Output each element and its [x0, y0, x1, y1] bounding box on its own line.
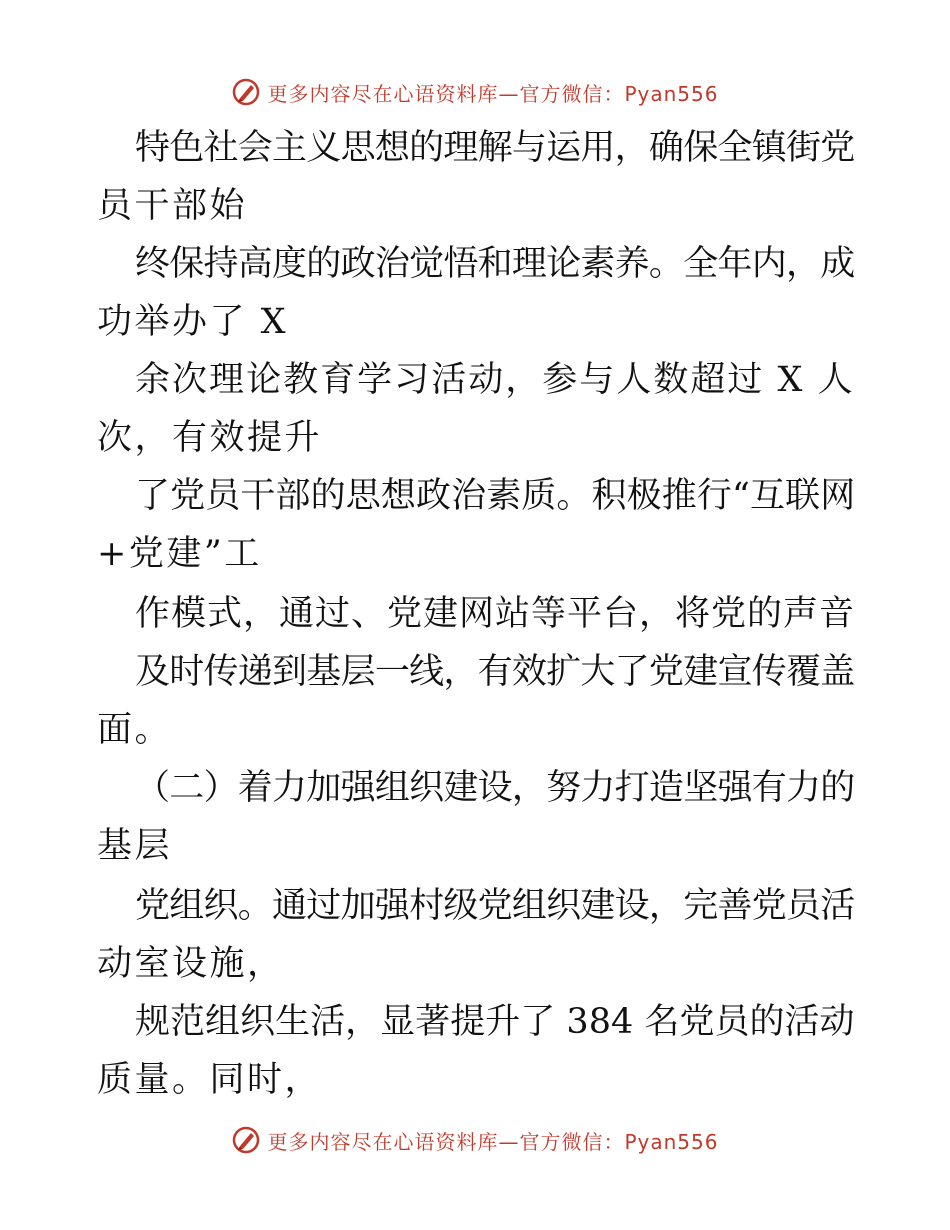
pen-logo-icon — [231, 77, 261, 107]
text-line: 功举办了 X — [97, 302, 289, 342]
text-line: 及时传递到基层一线，有效扩大了党建宣传覆盖 — [135, 652, 855, 692]
text-line: 员干部始 — [97, 186, 248, 226]
pen-logo-icon — [231, 1125, 261, 1155]
text-line: 动室设施， — [97, 944, 285, 984]
text-line: 特色社会主义思想的理解与运用，确保全镇街党 — [135, 128, 855, 168]
text-line: 面。 — [97, 710, 173, 750]
text-line: 次，有效提升 — [97, 418, 323, 458]
text-line: 终保持高度的政治觉悟和理论素养。全年内，成 — [135, 244, 855, 284]
text-line: （二）着力加强组织建设，努力打造坚强有力的 — [135, 768, 855, 808]
header-banner — [0, 72, 950, 112]
footer-banner — [0, 1120, 950, 1160]
text-line: 余次理论教育学习活动，参与人数超过 X 人 — [135, 360, 855, 400]
text-line: 党组织。通过加强村级党组织建设，完善党员活 — [135, 886, 855, 926]
text-line: 了党员干部的思想政治素质。积极推行“互联网 — [135, 476, 856, 516]
text-line: 质量。同时， — [97, 1060, 323, 1100]
header-banner-text: 更多内容尽在心语资料库—官方微信：Pyan556 — [267, 81, 719, 106]
footer-banner-text: 更多内容尽在心语资料库—官方微信：Pyan556 — [267, 1129, 719, 1154]
text-line: 作模式，通过、党建网站等平台，将党的声音 — [135, 594, 856, 634]
text-line: 规范组织生活，显著提升了 384 名党员的活动 — [135, 1002, 855, 1042]
text-line: +党建”工 — [97, 534, 262, 574]
text-line: 基层 — [97, 826, 173, 866]
